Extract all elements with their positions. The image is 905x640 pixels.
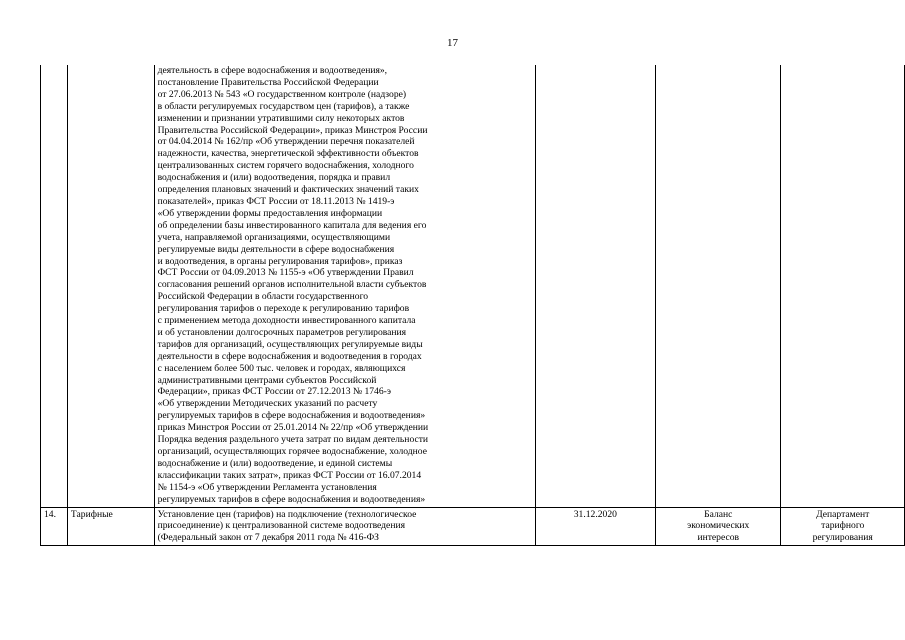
legal-basis-line: деятельность в сфере водоснабжения и водоотведения», bbox=[157, 65, 388, 76]
legal-basis-line: постановление Правительства Российской Федерации bbox=[157, 76, 379, 88]
legal-basis-line: и об установлении долгосрочных параметров регулирования bbox=[157, 326, 407, 338]
legal-basis-line: ФСТ России от 04.09.2013 № 1155-э «Об утверждении Правил bbox=[157, 267, 414, 279]
legal-basis-line: № 1154-э «Об утверждении Регламента установления bbox=[157, 481, 377, 493]
legal-basis-line: регулируемых тарифов в сфере водоснабжения и водоотведения» bbox=[157, 493, 426, 505]
cell-number bbox=[41, 507, 68, 546]
result-line: экономических bbox=[687, 520, 750, 532]
legal-basis-line: с применением метода доходности инвестированного капитала bbox=[157, 315, 416, 327]
legal-basis-line: классификации таких затрат», приказ ФСТ России от 16.07.2014 bbox=[157, 469, 422, 481]
legal-basis-text bbox=[158, 65, 532, 506]
legal-basis-line: регулирования тарифов о переходе к регулированию тарифов bbox=[157, 303, 410, 315]
legal-basis-line: регулируемые виды деятельности в сфере водоснабжения bbox=[157, 243, 395, 255]
cell-legal-basis bbox=[154, 65, 535, 507]
legal-basis-line: регулируемых тарифов в сфере водоснабжения и водоотведения» bbox=[157, 410, 426, 422]
legal-basis-line: определения плановых значений и фактических значений таких bbox=[157, 184, 419, 196]
legal-basis-line: согласования решений органов исполнительной власти субъектов bbox=[157, 279, 427, 291]
legal-basis-line: показателей», приказ ФСТ России от 18.11.2013 № 1419-э bbox=[157, 195, 395, 207]
description-line: присоединение) к централизованной системе водоотведения bbox=[157, 520, 406, 532]
cell-number bbox=[41, 65, 68, 507]
legal-basis-line: водоснабжения и (или) водоотведения, порядка и правил bbox=[157, 172, 391, 184]
responsible-line: Департамент bbox=[816, 508, 870, 520]
legal-basis-line: организаций, осуществляющих горячее водоснабжение, холодное bbox=[157, 446, 427, 457]
legal-basis-line: Российской Федерации в области государственного bbox=[157, 291, 369, 303]
legal-basis-line: с населением более 500 тыс. человек и городах, являющихся bbox=[157, 362, 406, 374]
cell-result bbox=[656, 65, 781, 507]
legal-basis-line: тарифов для организаций, осуществляющих регулируемые виды bbox=[157, 338, 423, 350]
cell-deadline bbox=[535, 65, 655, 507]
legal-basis-line: административными центрами субъектов Российской bbox=[157, 374, 377, 386]
legal-basis-line: от 04.04.2014 № 162/пр «Об утверждении перечня показателей bbox=[157, 136, 415, 148]
row-name: Тарифные bbox=[70, 508, 113, 520]
cell-name bbox=[67, 507, 154, 546]
description-line: Установление цен (тарифов) на подключение (технологическое bbox=[157, 508, 417, 520]
result-line: Баланс bbox=[704, 508, 733, 520]
responsible-line: тарифного bbox=[821, 520, 865, 532]
legal-basis-line: Правительства Российской Федерации», приказ Минстроя России bbox=[157, 124, 428, 136]
legal-basis-line: об определении базы инвестированного капитала для ведения его bbox=[157, 219, 427, 231]
table-row-continuation bbox=[41, 65, 905, 507]
table-row-14 bbox=[41, 507, 905, 546]
legal-basis-line: изменении и признании утратившими силу некоторых актов bbox=[157, 112, 405, 124]
legal-basis-line: от 27.06.2013 № 543 «О государственном контроле (надзоре) bbox=[157, 88, 407, 100]
legal-basis-line: водоснабжение и (или) водоотведение, и единой системы bbox=[157, 457, 393, 469]
cell-responsible bbox=[781, 65, 905, 507]
cell-name bbox=[67, 65, 154, 507]
legal-basis-line: централизованных систем горячего водоснабжения, холодного bbox=[157, 160, 414, 172]
page-number: 17 bbox=[447, 37, 458, 49]
cell-responsible bbox=[781, 507, 905, 546]
cell-result bbox=[656, 507, 781, 546]
measures-table bbox=[40, 65, 905, 546]
legal-basis-line: Порядка ведения раздельного учета затрат по видам деятельности bbox=[157, 434, 429, 446]
responsible-line: регулирования bbox=[812, 532, 873, 544]
legal-basis-line: «Об утверждении формы предоставления информации bbox=[157, 207, 383, 219]
legal-basis-line: учета, направляемой организациями, осуществляющими bbox=[157, 231, 391, 243]
row-number: 14. bbox=[44, 508, 56, 520]
deadline-date: 31.12.2020 bbox=[573, 508, 617, 520]
legal-basis-line: в области регулируемых государством цен (тарифов), а также bbox=[157, 100, 410, 112]
cell-deadline bbox=[535, 507, 655, 546]
legal-basis-line: надежности, качества, энергетической эффективности объектов bbox=[157, 148, 419, 160]
legal-basis-line: и водоотведения, в органы регулирования тарифов», приказ bbox=[157, 255, 403, 267]
legal-basis-line: «Об утверждении Методических указаний по расчету bbox=[157, 398, 378, 410]
legal-basis-line: деятельности в сфере водоснабжения и водоотведения в городах bbox=[157, 350, 422, 362]
description-line: (Федеральный закон от 7 декабря 2011 года № 416-ФЗ bbox=[157, 532, 379, 544]
legal-basis-line: Федерации», приказ ФСТ России от 27.12.2013 № 1746-э bbox=[157, 386, 391, 398]
legal-basis-line: приказ Минстроя России от 25.01.2014 № 22/пр «Об утверждении bbox=[157, 422, 429, 434]
cell-description bbox=[154, 507, 535, 546]
result-line: интересов bbox=[697, 532, 740, 544]
